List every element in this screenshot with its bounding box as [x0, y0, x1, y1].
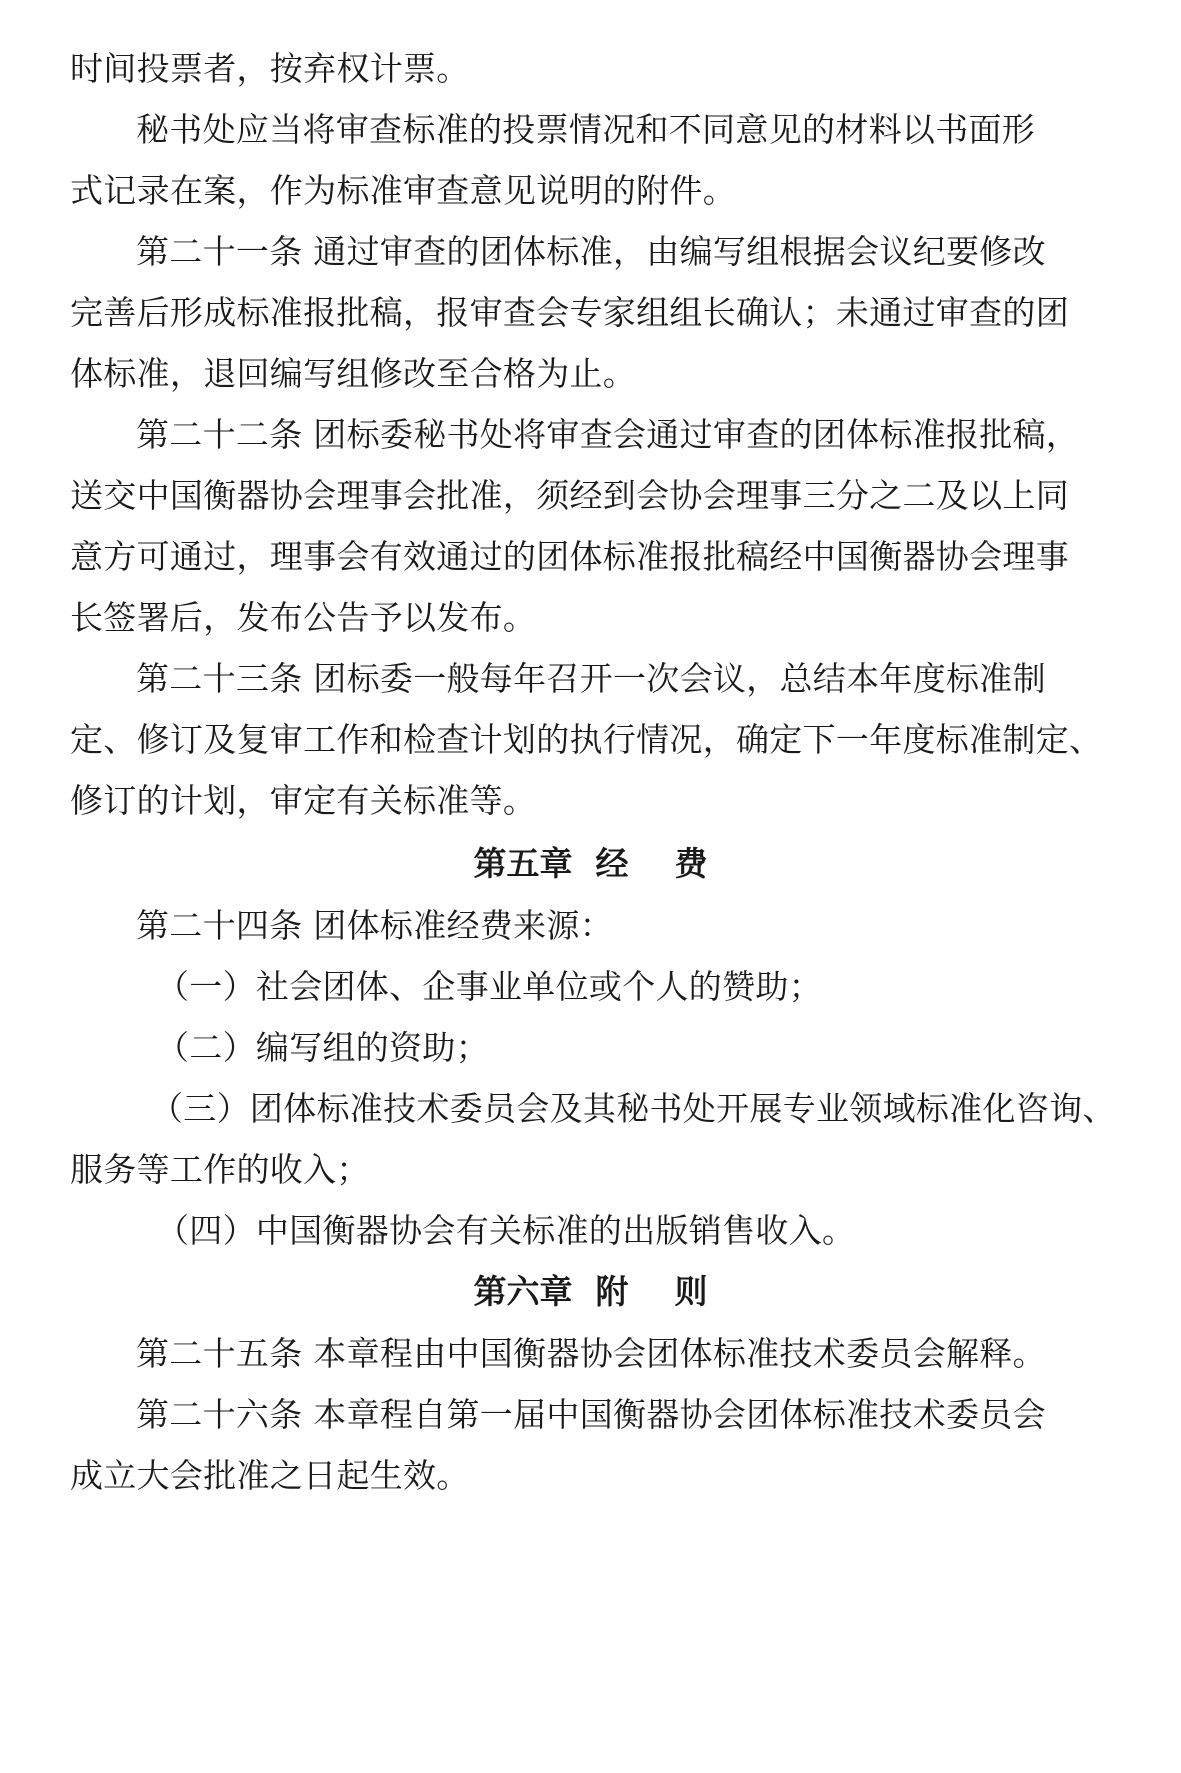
text-line: 意方可通过，理事会有效通过的团体标准报批稿经中国衡器协会理事 [70, 537, 1069, 576]
article-22-line: 第二十二条 团标委秘书处将审查会通过审查的团体标准报批稿， [136, 415, 1080, 454]
article-25-line: 第二十五条 本章程由中国衡器协会团体标准技术委员会解释。 [136, 1334, 1046, 1373]
text-line: 时间投票者，按弃权计票。 [70, 49, 470, 88]
text-line: 修订的计划，审定有关标准等。 [70, 781, 537, 820]
list-item: （四）中国衡器协会有关标准的出版销售收入。 [156, 1211, 856, 1250]
text-line: 成立大会批准之日起生效。 [70, 1456, 470, 1495]
article-26-line: 第二十六条 本章程自第一届中国衡器协会团体标准技术委员会 [136, 1395, 1046, 1434]
text-line: 定、修订及复审工作和检查计划的执行情况，确定下一年度标准制定、 [70, 720, 1103, 759]
text-line: 长签署后，发布公告予以发布。 [70, 598, 537, 637]
text-line: 完善后形成标准报批稿，报审查会专家组组长确认；未通过审查的团 [70, 293, 1069, 332]
text-line: 体标准，退回编写组修改至合格为止。 [70, 354, 637, 393]
article-21-line: 第二十一条 通过审查的团体标准，由编写组根据会议纪要修改 [136, 232, 1046, 271]
article-24-line: 第二十四条 团体标准经费来源： [136, 906, 613, 945]
text-line: 式记录在案，作为标准审查意见说明的附件。 [70, 171, 736, 210]
chapter-6-heading: 第六章 附 则 [473, 1272, 708, 1311]
chapter-5-heading: 第五章 经 费 [473, 844, 708, 883]
list-item: （一）社会团体、企事业单位或个人的赞助； [156, 967, 822, 1006]
text-line: 送交中国衡器协会理事会批准，须经到会协会理事三分之二及以上同 [70, 476, 1069, 515]
list-item: （三）团体标准技术委员会及其秘书处开展专业领域标准化咨询、 [150, 1089, 1116, 1128]
paragraph-line: 秘书处应当将审查标准的投票情况和不同意见的材料以书面形 [136, 110, 1036, 149]
article-23-line: 第二十三条 团标委一般每年召开一次会议，总结本年度标准制 [136, 659, 1046, 698]
list-item: （二）编写组的资助； [156, 1028, 489, 1067]
text-line: 服务等工作的收入； [70, 1150, 370, 1189]
